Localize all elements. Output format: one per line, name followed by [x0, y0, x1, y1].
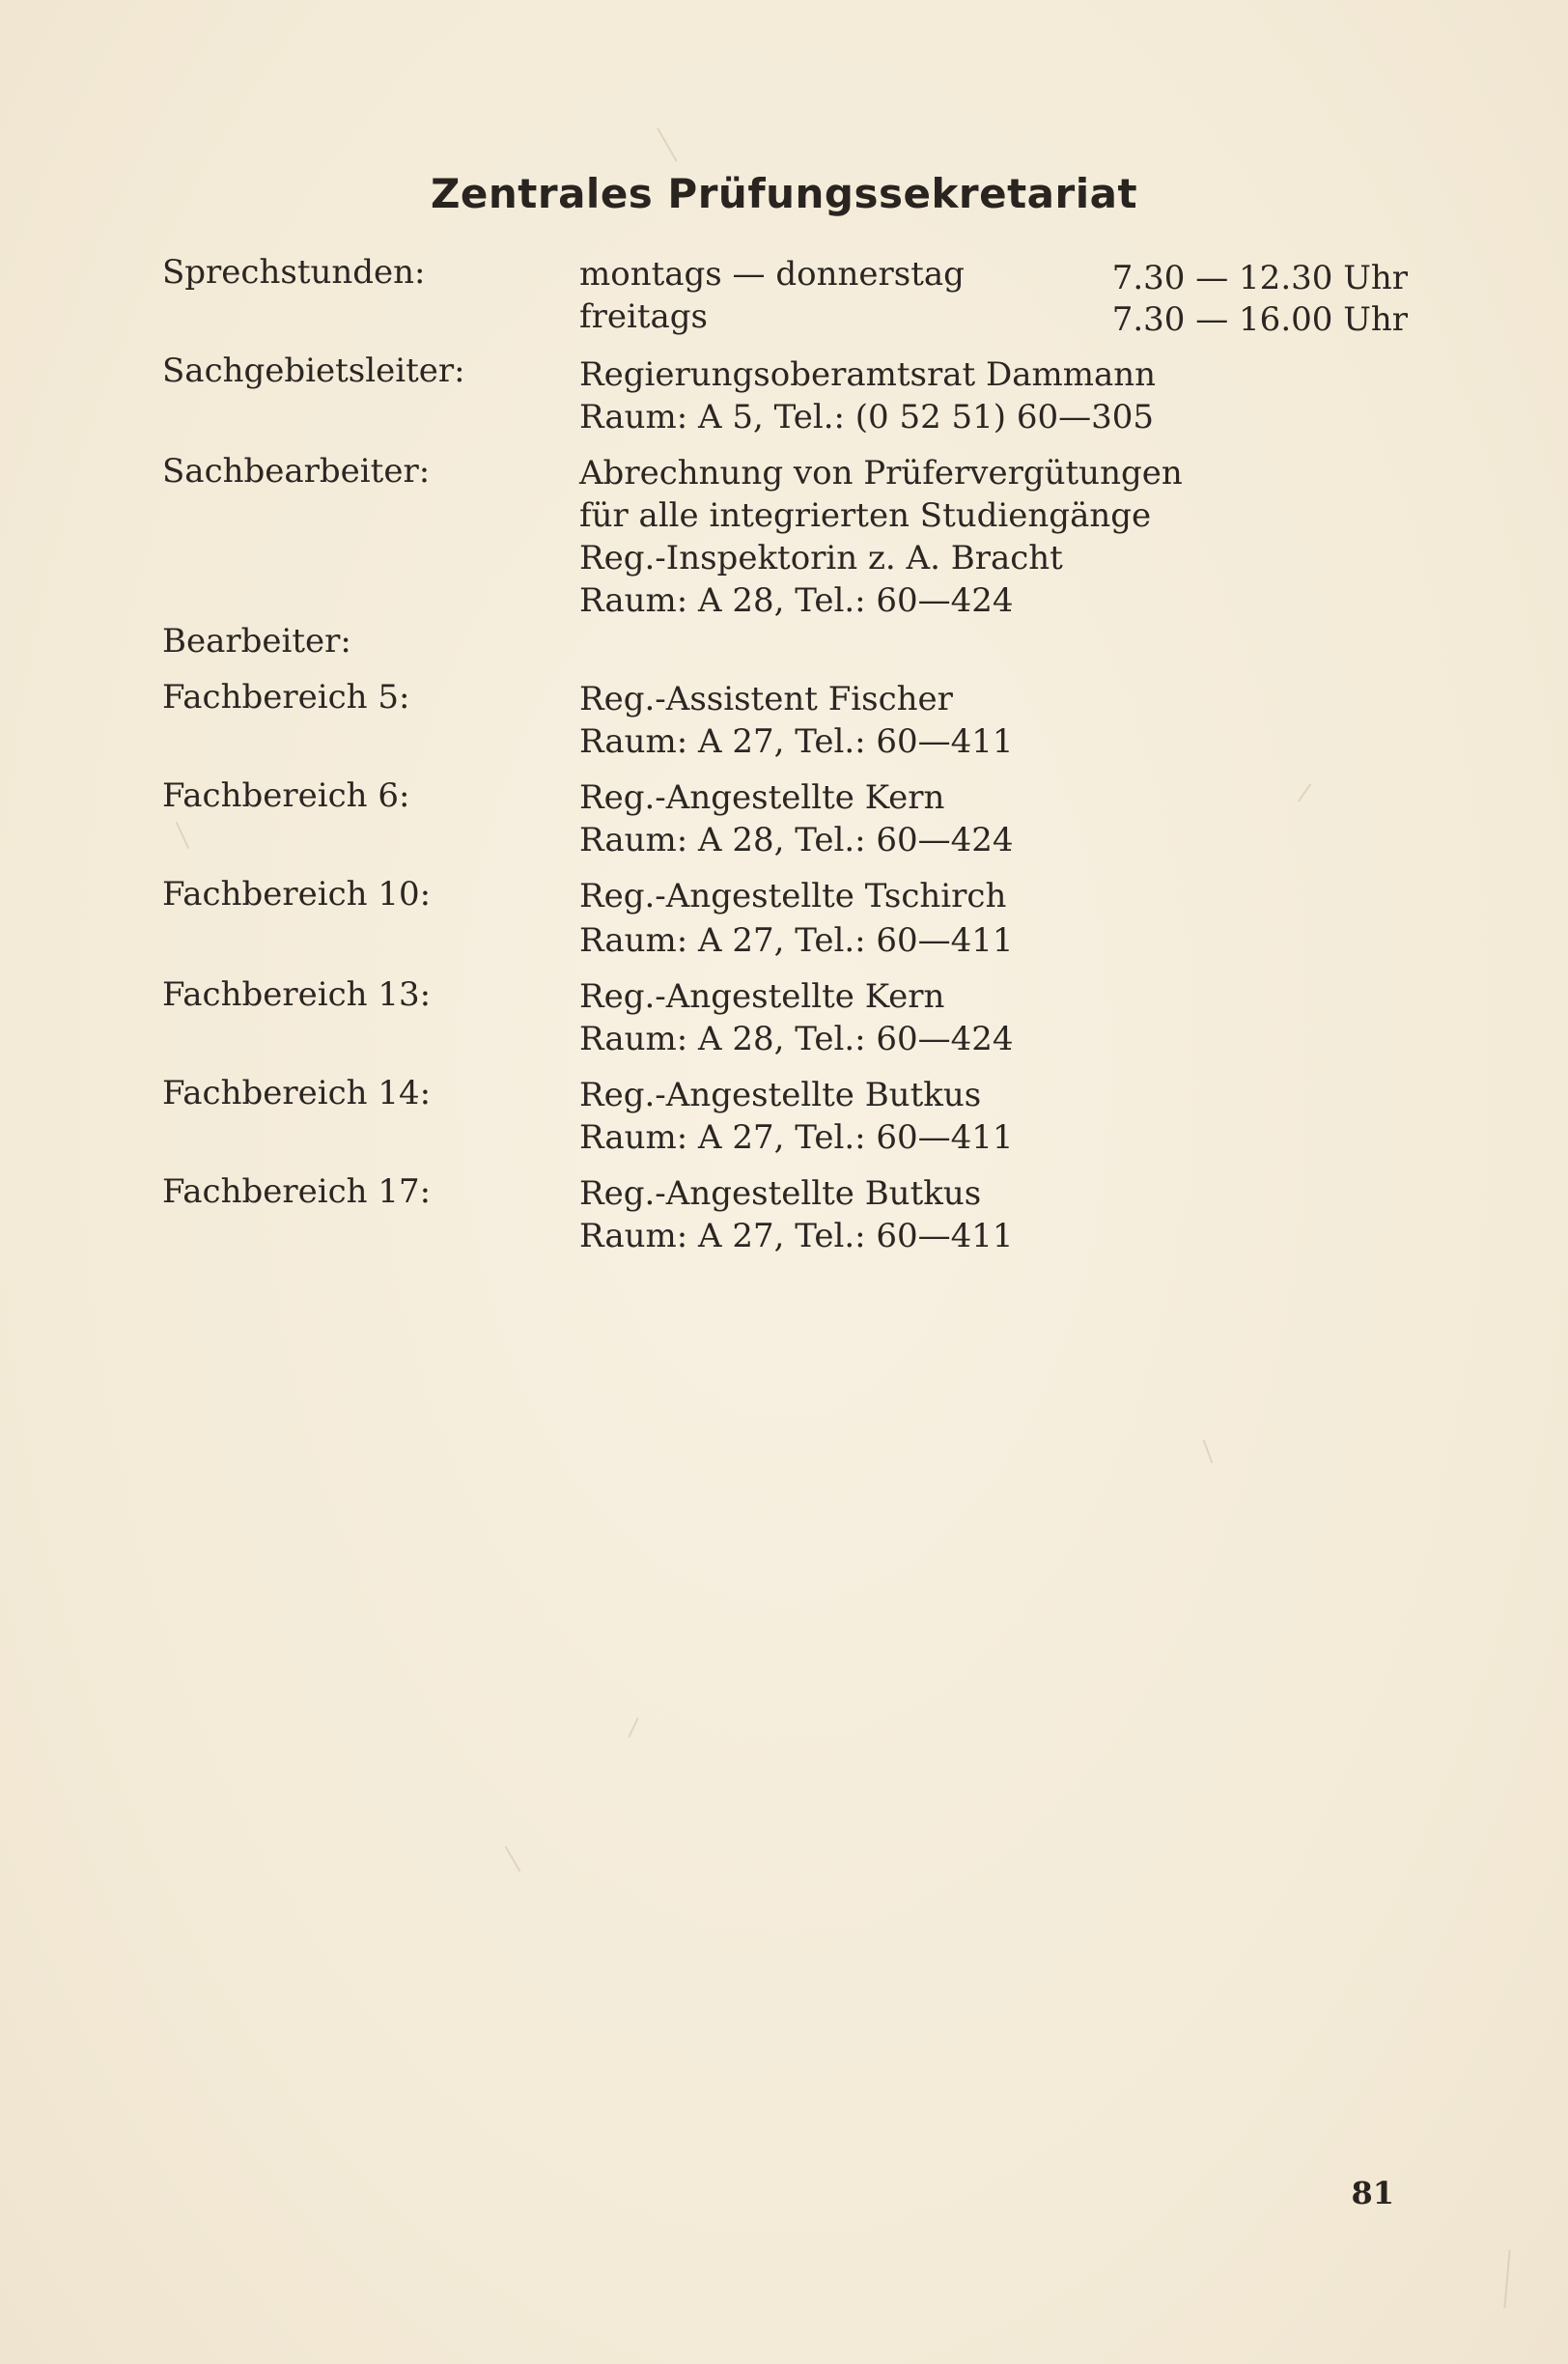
- department-staff-name: Reg.-Angestellte Kern: [579, 778, 945, 817]
- department-label: Fachbereich 17:: [162, 1172, 432, 1211]
- department-staff-name: Reg.-Angestellte Butkus: [579, 1076, 982, 1114]
- department-staff-name: Reg.-Angestellte Kern: [579, 977, 945, 1016]
- department-staff-room: Raum: A 27, Tel.: 60—411: [579, 1118, 1014, 1157]
- clerk-line: Raum: A 28, Tel.: 60—424: [579, 581, 1014, 620]
- section-head-label: Sachgebietsleiter:: [162, 352, 465, 390]
- page-title: Zentrales Prüfungssekretariat: [430, 170, 1138, 217]
- department-staff-room: Raum: A 27, Tel.: 60—411: [579, 921, 1014, 960]
- department-label: Fachbereich 10:: [162, 875, 432, 914]
- clerk-line: Reg.-Inspektorin z. A. Bracht: [579, 539, 1063, 577]
- paper-fiber: [1298, 783, 1311, 802]
- office-hours-time: 7.30 — 16.00 Uhr: [1111, 300, 1408, 339]
- page-number: 81: [1351, 2175, 1394, 2211]
- clerk-label: Sachbearbeiter:: [162, 452, 431, 491]
- clerk-line: Abrechnung von Prüfervergütungen: [579, 454, 1183, 492]
- department-label: Fachbereich 14:: [162, 1074, 432, 1112]
- clerk-line: für alle integrierten Studiengänge: [579, 496, 1152, 535]
- department-label: Fachbereich 13:: [162, 975, 432, 1014]
- section-head-room: Raum: A 5, Tel.: (0 52 51) 60—305: [579, 398, 1155, 436]
- department-staff-name: Reg.-Assistent Fischer: [579, 680, 953, 718]
- department-staff-room: Raum: A 27, Tel.: 60—411: [579, 1217, 1014, 1255]
- paper-fiber: [1203, 1439, 1214, 1463]
- office-hours-time: 7.30 — 12.30 Uhr: [1111, 259, 1408, 297]
- department-staff-room: Raum: A 28, Tel.: 60—424: [579, 1020, 1014, 1058]
- paper-fiber: [628, 1718, 638, 1738]
- paper-fiber: [176, 822, 189, 849]
- paper-fiber: [657, 127, 678, 162]
- office-hours-days: montags — donnerstag: [579, 255, 965, 294]
- office-hours-label: Sprechstunden:: [162, 253, 426, 292]
- section-head-name: Regierungsoberamtsrat Dammann: [579, 355, 1157, 394]
- department-staff-name: Reg.-Angestellte Butkus: [579, 1174, 982, 1213]
- office-hours-days: freitags: [579, 297, 708, 336]
- staff-heading: Bearbeiter:: [162, 622, 351, 661]
- department-staff-name: Reg.-Angestellte Tschirch: [579, 877, 1007, 915]
- paper-fiber: [1503, 2250, 1510, 2308]
- paper-fiber: [505, 1846, 521, 1872]
- department-label: Fachbereich 5:: [162, 678, 410, 717]
- department-staff-room: Raum: A 28, Tel.: 60—424: [579, 821, 1014, 859]
- department-label: Fachbereich 6:: [162, 776, 410, 815]
- department-staff-room: Raum: A 27, Tel.: 60—411: [579, 722, 1014, 761]
